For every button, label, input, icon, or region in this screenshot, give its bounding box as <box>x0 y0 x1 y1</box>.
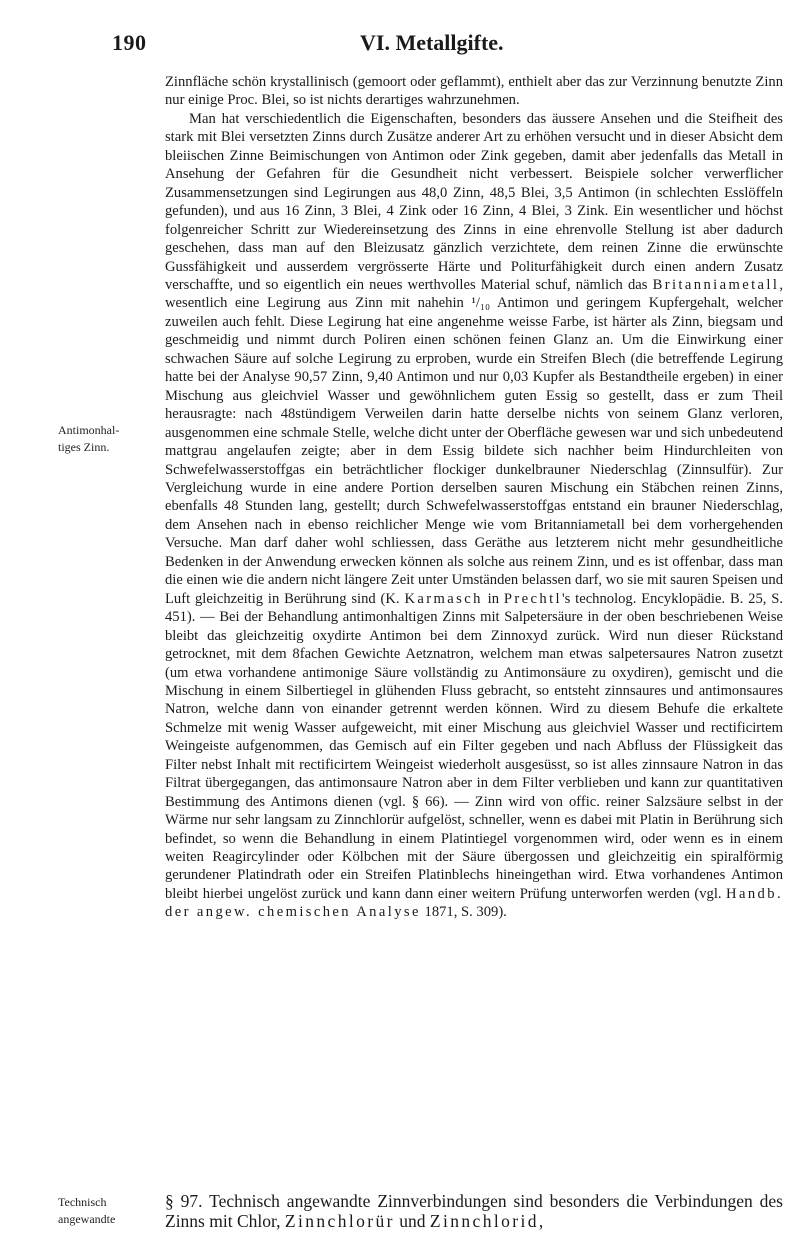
text-run: und <box>399 1210 426 1231</box>
paragraph-2 <box>165 110 783 922</box>
text-run: , <box>538 1210 544 1231</box>
spaced-term-britanniametall: Britanniametall <box>652 276 780 293</box>
fraction: ¹/₁₀ <box>471 295 491 312</box>
body-text <box>165 73 783 922</box>
section-97-heading <box>165 1192 783 1231</box>
author-name: Prechtl <box>503 590 563 607</box>
text-run: 1871, S. 309). <box>424 904 507 921</box>
spaced-term-zinnchlorid: Zinnchlorid <box>429 1210 539 1231</box>
marginal-line: tiges Zinn. <box>58 440 110 454</box>
page-number: 190 <box>112 30 147 55</box>
marginal-line: angewandte <box>58 1212 116 1226</box>
page-header <box>0 30 800 58</box>
running-head: VI. Metallgifte. <box>360 30 504 55</box>
text-run: Man hat verschiedentlich die Eigenschaften, besonders das äussere Ansehen und die Steifheit des stark mit Blei versetzten Zinns durch Zusätze anderer Art zu erhöhen versucht und in dieser Absicht dem bleiischen Zinne Beimischungen von Antimon oder Zink gegeben, damit aber jedenfalls das Metall in Ansehung der Gefahren für die Gesundheit nicht verbessert. Beispiele solcher verwerflicher Zusammensetzungen sind Legirungen aus 48,0 Zinn, 48,5 Blei, 3,5 Antimon (in schlechten Esslöffeln gefunden), und aus 16 Zinn, 3 Blei, 4 Zink oder 16 Zinn, 4 Blei, 3 Zink. Ein wesentlicher und höchst folgenreicher Schritt zur Wiedereinsetzung des Zinns in eine ehrenvolle Stellung ist aber dadurch geschehen, dass man auf den Bleizusatz gänzlich verzichtete, dem reinen Zinne die erwünschte Gussfähigkeit und ausserdem vergrösserte Härte und Politurfähigkeit durch einen andern Zusatz verschaffte, und so eigentlich ein neues werthvolles Material schuf, nämlich das <box>165 110 783 293</box>
author-name: Karmasch <box>404 590 483 607</box>
text-run: , wesentlich eine Legirung aus Zinn mit nahehin <box>165 276 783 312</box>
reference-title: Handb. der angew. chemischen Analyse <box>165 885 783 921</box>
text-run: § 97. Technisch angewandte Zinnverbindungen sind besonders die Verbindungen des Zinns mit Chlor, <box>165 1191 783 1231</box>
marginal-line: Antimonhal- <box>58 423 120 437</box>
text-run: in <box>487 590 500 607</box>
text-run: 's technolog. Encyklopädie. B. 25, S. 451). — Bei der Behandlung antimonhaltigen Zinns mit Salpetersäure in der oben beschriebenen Weise bleibt das gleichzeitig oxydirte Antimon bei dem Zinnoxyd zurück. Wird nun dieser Rückstand getrocknet, mit dem 8fachen Gewichte Aetznatron, welchem man etwas salpetersaures Natron zusetzt (um etwa vorhandene antimonige Säure vollständig zu Antimonsäure zu oxydiren), gemischt und die Mischung in einem Silbertiegel in glühenden Fluss gebracht, so entsteht zinnsaures und antimonsaures Natron, welche dann von einander getrennt werden können. Wird zu diesem Behufe die erkaltete Schmelze mit wenig Wasser aufgeweicht, mit einer Mischung aus gleichviel Wasser und rectificirtem Weingeiste aufgenommen, das Gemisch auf ein Filter gegeben und nach Abfluss der Flüssigkeit das Filter nebst Inhalt mit rectificirtem Weingeist wiederholt ausgesüsst, so ist alles zinnsaure Natron in das Filtrat übergegangen, das antimonsaure Natron aber in dem Filter verblieben und kann zur quantitativen Bestimmung des Antimons dienen (vgl. § 66). — Zinn wird von offic. reiner Salzsäure selbst in der Wärme nur sehr langsam zu Zinnchlorür aufgelöst, schneller, wenn es dabei mit Platin in Berührung sich befindet, so wenn die Behandlung in einem Platintiegel vorgenommen wird, oder wenn es in einem weiten Reagircylinder oder Kölbchen mit der Säure übergossen und gleichzeitig ein spiralförmig gerundener Platindrath oder ein Streifen Platinblechs hineingethan wird. Etwa vorhandenes Antimon bleibt hierbei ungelöst zurück und kann dann einer weitern Prüfung unterworfen werden (vgl. <box>165 590 784 902</box>
paragraph-1: Zinnfläche schön krystallinisch (gemoort oder geflammt), enthielt aber das zur Verzinnung benutzte Zinn nur einige Proc. Blei, so ist nichts derartiges wahrzunehmen. <box>165 74 783 109</box>
text-run: Antimon und geringem Kupfergehalt, welcher zuweilen auch fehlt. Diese Legirung hat eine angenehme weisse Farbe, ist härter als Zinn, biegsam und geschmeidig und nimmt durch Poliren einen schönen feinen Glanz an. Um die Einwirkung einer schwachen Säure auf solche Legirung zu erproben, wurde ein Streifen Blech (die betreffende Legirung hatte bei der Analyse 90,57 Zinn, 9,40 Antimon und nur 0,03 Kupfer als Bestandtheile ergeben) in einer Mischung aus gleichviel Wasser und gewöhnlichem guten Essig so gestellt, dass er zum Theil herausragte: nach 48stündigem Verweilen darin hatte derselbe nichts von seinem Glanz verloren, ausgenommen eine schmale Stelle, welche dicht unter der Oberfläche gewesen war und sich unbedeutend mattgrau angelaufen zeigte; aber in dem Essig bildete sich nachher beim Hindurchleiten von Schwefelwasserstoffgas ein beträchtlicher flockiger dunkelbrauner Niederschlag (Zinnsulfür). Zur Vergleichung wurde in eine andere Portion derselben sauren Mischung ein Stäbchen reinen Zinns, ebenfalls 48 Stunden lang, gestellt; durch Schwefelwasserstoffgas entstand ein brauner Niederschlag, dem Ansehen nach in ebenso reichlicher Menge wie vom Britanniametall bei dem vorhergehenden Versuche. Man darf daher wohl schliessen, dass Geräthe aus letzterem nicht mehr gesundheitliche Bedenken in der Anwendung erwecken können als solche aus reinem Zinn, und es ist offenbar, dass man die einen wie die andern nicht längere Zeit unter Umständen belassen darf, wo sie mit sauren Speisen und Luft gleichzeitig in Berührung sind (K. <box>165 295 783 607</box>
marginal-note-antimonhaltiges-zinn <box>58 422 162 456</box>
marginal-line: Technisch <box>58 1195 107 1209</box>
marginal-note-technisch-angewandte <box>58 1194 162 1228</box>
spaced-term-zinnchloruer: Zinnchlorür <box>284 1210 395 1231</box>
